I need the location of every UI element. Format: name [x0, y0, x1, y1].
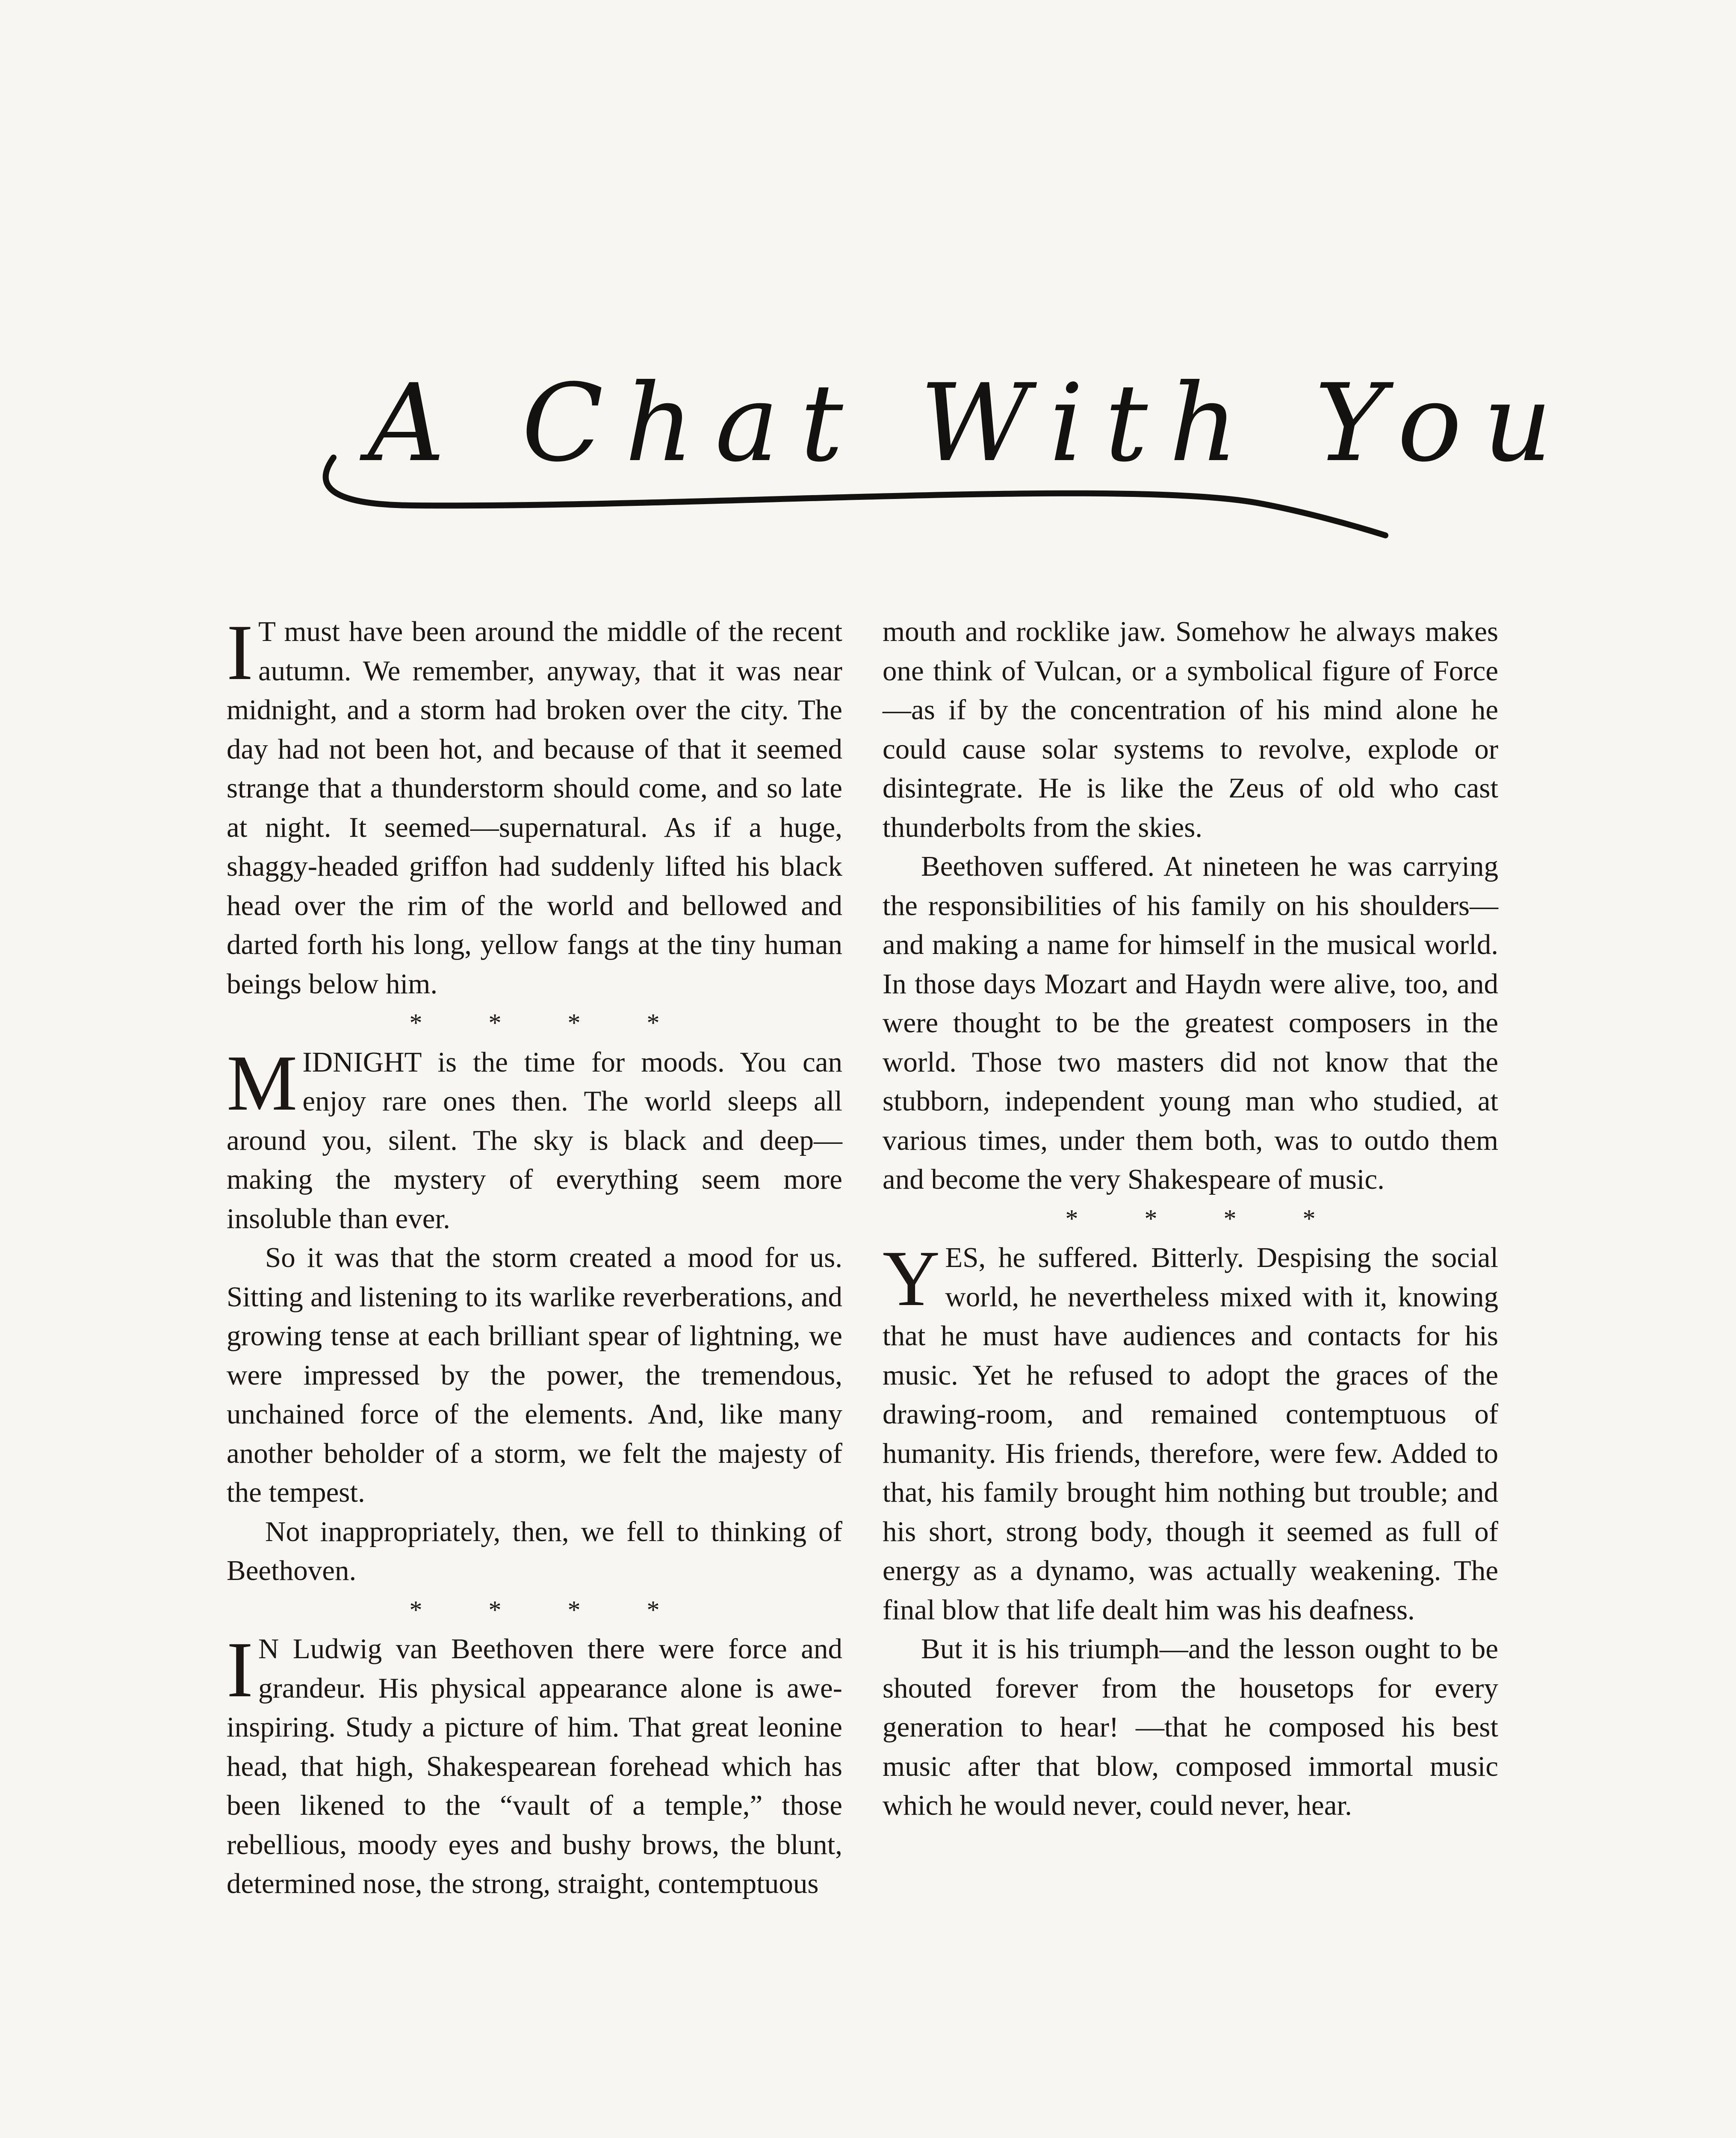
heading-title: A Chat With You: [368, 361, 1574, 485]
paragraph-text: he suffered. Bitterly. Despising the social world, he nevertheless mixed with it, knowing that he must have audiences and contacts for his music. Yet he refused to adopt the graces of the drawing-room, and remained contemptuous of humanity. His friends, therefore, were few. Added to that, his family brought him nothing but trouble; and his short, strong body, though it seemed as full of energy as a dynamo, was actually weakening. The final blow that life dealt him was his deafness.: [883, 1242, 1498, 1626]
section-divider: * * * *: [409, 1009, 690, 1037]
lead-in: IDNIGHT: [302, 1046, 422, 1078]
paragraph-text: must have been around the middle of the recent autumn. We remember, anyway, that it was near midnight, and a storm had broken over the city. The day had not been hot, and because of that it seemed strange that a thunderstorm should come, and so late at night. It seemed—supernatural. As if a huge, shaggy-headed griffon had suddenly lifted his black head over the rim of the world and bellowed and darted forth his long, yellow fangs at the tiny human beings below him.: [227, 616, 842, 1000]
paragraph-midnight: [227, 1039, 842, 1239]
paragraph-beethoven-thought: Not inappropriately, then, we fell to thinking of Beethoven.: [227, 1515, 842, 1586]
left-column: [227, 608, 842, 1904]
drop-cap: Y: [883, 1234, 940, 1323]
paragraph-bitterly: [883, 1234, 1498, 1630]
lead-in: ES,: [945, 1242, 986, 1273]
lead-in: N: [258, 1633, 279, 1665]
right-column: [883, 612, 1498, 1825]
drop-cap: I: [227, 1626, 253, 1714]
article-heading: [308, 351, 1574, 564]
lead-in: T: [258, 616, 275, 647]
drop-cap: M: [227, 1039, 298, 1127]
drop-cap: I: [227, 608, 253, 697]
paragraph-suffered: Beethoven suffered. At nineteen he was carrying the responsibilities of his family on his shoulders—and making a name for himself in the musical world. In those days Mozart and Haydn were alive, too, and were thought to be the greatest composers in the world. Those two masters did not know that the stubborn, independent young man who studied, at various times, under them both, was to outdo them and become the very Shakespeare of music.: [883, 850, 1498, 1195]
section-divider: * * * *: [1065, 1204, 1346, 1233]
paragraph-appearance: [227, 1626, 842, 1904]
paragraph-vulcan: mouth and rocklike jaw. Somehow he always makes one think of Vulcan, or a symbolical figure of Force—as if by the concentration of his mind alone he could cause solar systems to revolve, explode or disintegrate. He is like the Zeus of old who cast thunderbolts from the skies.: [883, 616, 1498, 843]
paragraph-triumph: But it is his triumph—and the lesson ought to be shouted forever from the housetops for every generation to hear! —that he composed his best music after that blow, composed immortal music which he would never, could never, hear.: [883, 1633, 1498, 1821]
paragraph-text: Ludwig van Beethoven there were force and grandeur. His physical appearance alone is awe-inspiring. Study a picture of him. That great leonine head, that high, Shakespearean forehead which has been likened to the “vault of a temple,” those rebellious, moody eyes and bushy brows, the blunt, determined nose, the strong, straight, contemptuous: [227, 1633, 842, 1899]
paragraph-mood: So it was that the storm created a mood for us. Sitting and listening to its warlike reverberations, and growing tense at each brilliant spear of lightning, we were impressed by the power, the tremendous, unchained force of the elements. And, like many another beholder of a storm, we felt the majesty of the tempest.: [227, 1242, 842, 1508]
paragraph-storm: [227, 608, 842, 1004]
paragraph-text: is the time for moods. You can enjoy rare ones then. The world sleeps all around you, silent. The sky is black and deep—making the mystery of everything seem more insoluble than ever.: [227, 1046, 842, 1234]
section-divider: * * * *: [409, 1595, 690, 1624]
